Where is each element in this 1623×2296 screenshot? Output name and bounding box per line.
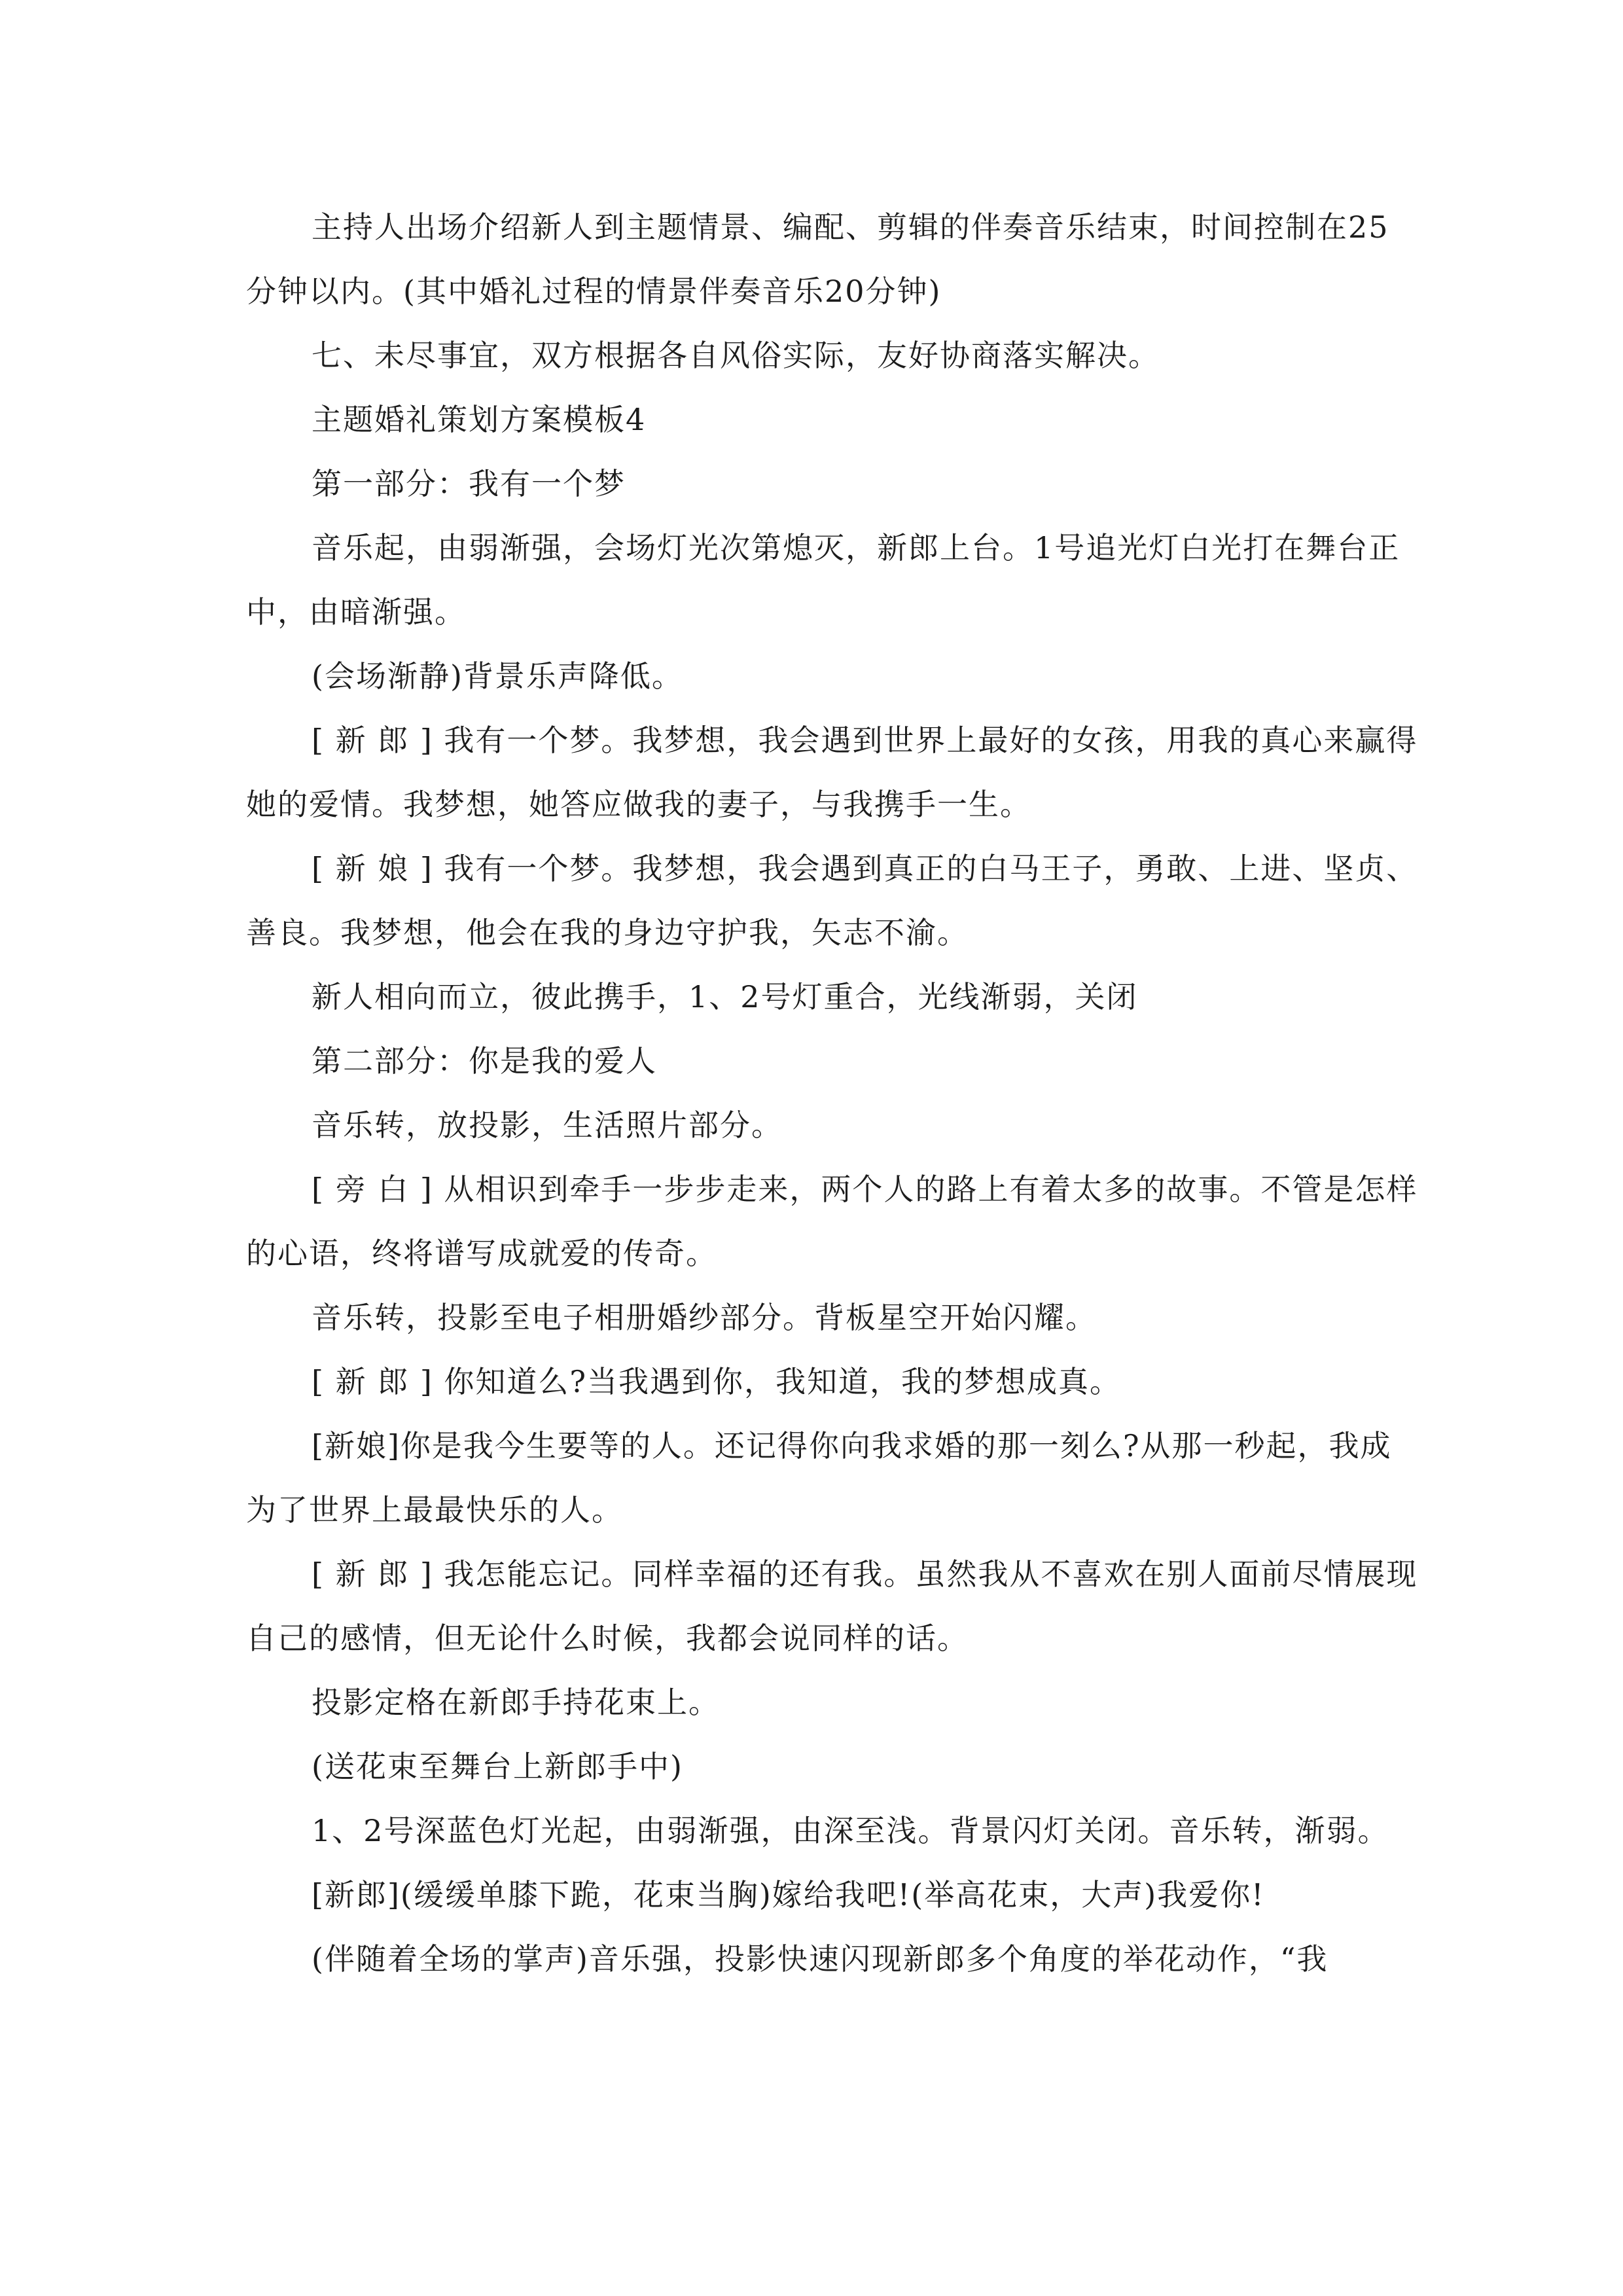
dialogue-line: [ 新 郎 ] 我怎能忘记。同样幸福的还有我。虽然我从不喜欢在别人面前尽情展现自己的感情，但无论什么时候，我都会说同样的话。 bbox=[246, 1556, 1418, 1656]
paragraph: 音乐起，由弱渐强，会场灯光次第熄灭，新郎上台。1号追光灯白光打在舞台正中，由暗渐强。 bbox=[246, 530, 1400, 630]
paragraph: 投影定格在新郎手持花束上。 bbox=[312, 1685, 720, 1720]
section-heading: 主题婚礼策划方案模板4 bbox=[312, 402, 647, 437]
paragraph: 七、未尽事宜，双方根据各自风俗实际，友好协商落实解决。 bbox=[312, 338, 1160, 373]
paragraph: (送花束至舞台上新郎手中) bbox=[312, 1749, 683, 1784]
paragraph: (会场渐静)背景乐声降低。 bbox=[312, 658, 683, 694]
dialogue-line: [ 新 娘 ] 我有一个梦。我梦想，我会遇到真正的白马王子，勇敢、上进、坚贞、善良。我梦想，他会在我的身边守护我，矢志不渝。 bbox=[246, 851, 1418, 950]
dialogue-line: [新娘]你是我今生要等的人。还记得你向我求婚的那一刻么?从那一秒起，我成为了世界上最最快乐的人。 bbox=[246, 1428, 1392, 1528]
paragraph: 音乐转，放投影，生活照片部分。 bbox=[312, 1107, 783, 1143]
paragraph: 音乐转，投影至电子相册婚纱部分。背板星空开始闪耀。 bbox=[312, 1300, 1097, 1335]
paragraph: 新人相向而立，彼此携手，1、2号灯重合，光线渐弱，关闭 bbox=[312, 979, 1138, 1014]
dialogue-line: [ 旁 白 ] 从相识到牵手一步步走来，两个人的路上有着太多的故事。不管是怎样的心语，终将谱写成就爱的传奇。 bbox=[246, 1172, 1418, 1271]
dialogue-line: [ 新 郎 ] 你知道么?当我遇到你，我知道，我的梦想成真。 bbox=[312, 1364, 1122, 1399]
document-body bbox=[246, 195, 1419, 1991]
dialogue-line: [ 新 郎 ] 我有一个梦。我梦想，我会遇到世界上最好的女孩，用我的真心来赢得她的爱情。我梦想，她答应做我的妻子，与我携手一生。 bbox=[246, 723, 1418, 822]
paragraph: 主持人出场介绍新人到主题情景、编配、剪辑的伴奏音乐结束，时间控制在25分钟以内。(其中婚礼过程的情景伴奏音乐20分钟) bbox=[246, 209, 1389, 309]
part-heading: 第一部分：我有一个梦 bbox=[312, 466, 626, 501]
paragraph: 1、2号深蓝色灯光起，由弱渐强，由深至浅。背景闪灯关闭。音乐转，渐弱。 bbox=[312, 1813, 1389, 1848]
dialogue-line: [新郎](缓缓单膝下跪，花束当胸)嫁给我吧!(举高花束，大声)我爱你! bbox=[312, 1877, 1265, 1912]
part-heading: 第二部分：你是我的爱人 bbox=[312, 1043, 657, 1079]
paragraph: (伴随着全场的掌声)音乐强，投影快速闪现新郎多个角度的举花动作，“我 bbox=[312, 1941, 1329, 1977]
